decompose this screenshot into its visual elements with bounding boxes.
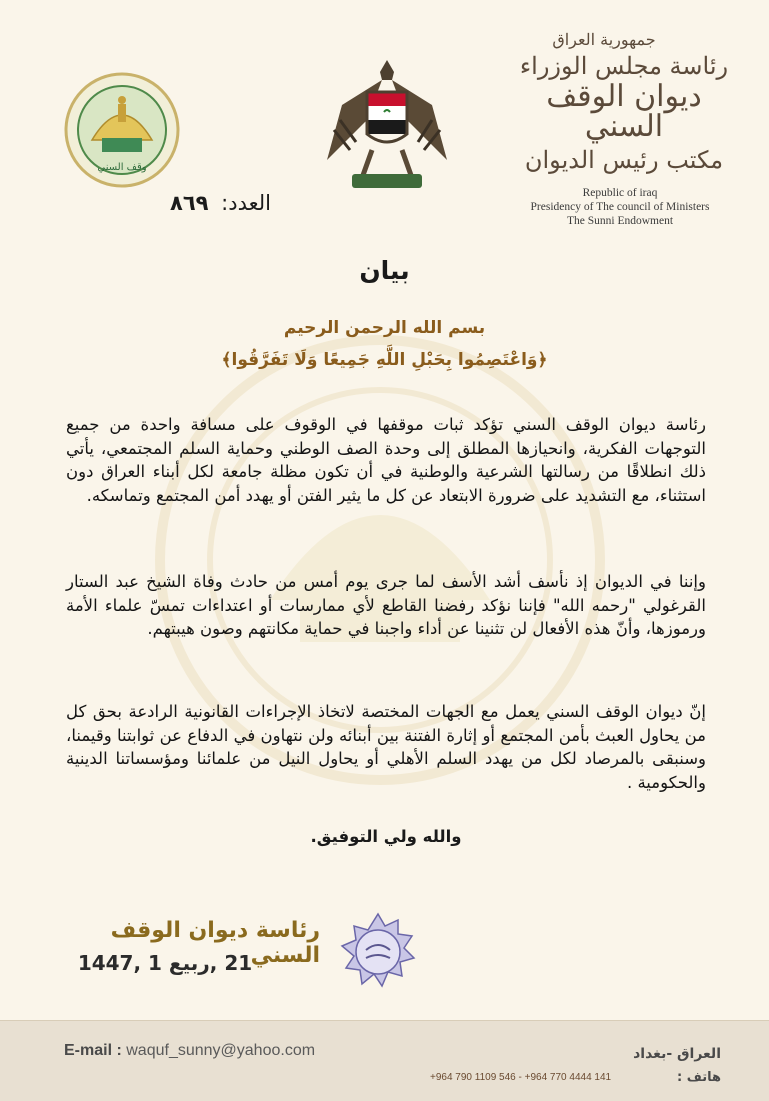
sunni-endowment-logo (62, 70, 182, 190)
document-number (170, 191, 271, 215)
calligraphy-line-presidency: رئاسة مجلس الوزراء (519, 52, 729, 80)
english-line-endowment: The Sunni Endowment (566, 215, 674, 227)
basmala: بسم الله الرحمن الرحيم (283, 318, 486, 338)
footer-address: العراق -بغداد (633, 1046, 721, 1062)
logo-caption: وقف السني (97, 162, 147, 173)
ministry-calligraphy-header (509, 28, 739, 174)
official-seal (338, 912, 418, 992)
closing-line: والله ولي التوفيق. (310, 827, 462, 846)
signature-date: 21 ,ربيع 1 ,1447 (77, 951, 253, 975)
calligraphy-line-office: مكتب رئيس الديوان (524, 146, 724, 174)
iraq-eagle-emblem (322, 50, 452, 200)
paragraph-1: رئاسة ديوان الوقف السني تؤكد ثبات موقفها في الوقوف على مسافة واحدة من جميع التوجهات الفكرية، وانحيازها المطلق إلى وحدة الصف الوطني وحماية السلم المجتمعي، يأتي ذلك انطلاقًا من رسالتها الشرعية والوطنية في أن تكون مظلة جامعة لكل أبناء العراق دون استثناء، مع التشديد على ضرورة الابتعاد عن كل ما يثير الفتن أو يهدد أمن المجتمع وتماسكه. (66, 415, 706, 505)
calligraphy-line-endowment: ديوان الوقف السني (546, 79, 702, 144)
quran-verse: ﴿وَاعْتَصِمُوا بِحَبْلِ اللَّهِ جَمِيعًا وَلَا تَفَرَّقُوا﴾ (221, 350, 548, 370)
number-label: العدد: (221, 191, 271, 215)
phone-label: هاتف : (677, 1070, 721, 1085)
calligraphy-line-republic: جمهورية العراق (552, 30, 656, 49)
email-address[interactable]: waquf_sunny@yahoo.com (126, 1042, 316, 1059)
statement-title: بيان (359, 256, 410, 285)
paragraph-3: إنّ ديوان الوقف السني يعمل مع الجهات المختصة لاتخاذ الإجراءات القانونية الرادعة بحق كل من يحاول العبث بأمن المجتمع أو إثارة الفتنة بين أبنائه ولن نتهاون في الدفاع عن ثوابتنا وقيمنا، وسنبقى بالمرصاد لكل من يهدد السلم الأهلي أو يحاول النيل من علمائنا ومؤسساتنا الدينية والحكومية . (66, 702, 706, 792)
english-header (500, 186, 740, 228)
english-line-presidency: Presidency of The council of Ministers (530, 201, 710, 213)
email-label: E-mail : (64, 1042, 122, 1059)
signature-title: رئاسة ديوان الوقف السني (110, 918, 320, 968)
footer-email (64, 1042, 315, 1060)
footer-phones: +964 790 1109 546 - +964 770 4444 141 (430, 1072, 612, 1083)
paragraph-2: وإننا في الديوان إذ نأسف أشد الأسف لما جرى يوم أمس من حادث وفاة الشيخ عبد الستار القرغولي "رحمه الله" فإننا نؤكد رفضنا القاطع لأي ممارسات أو اعتداءات تمسّ علماء الأمة ورموزها، وأنّ هذه الأفعال لن تثنينا عن أداء واجبنا في حماية مكانتهم وصون هيبتهم. (66, 572, 706, 638)
number-value: ٨٦٩ (170, 191, 209, 215)
english-line-republic: Republic of iraq (582, 187, 658, 199)
